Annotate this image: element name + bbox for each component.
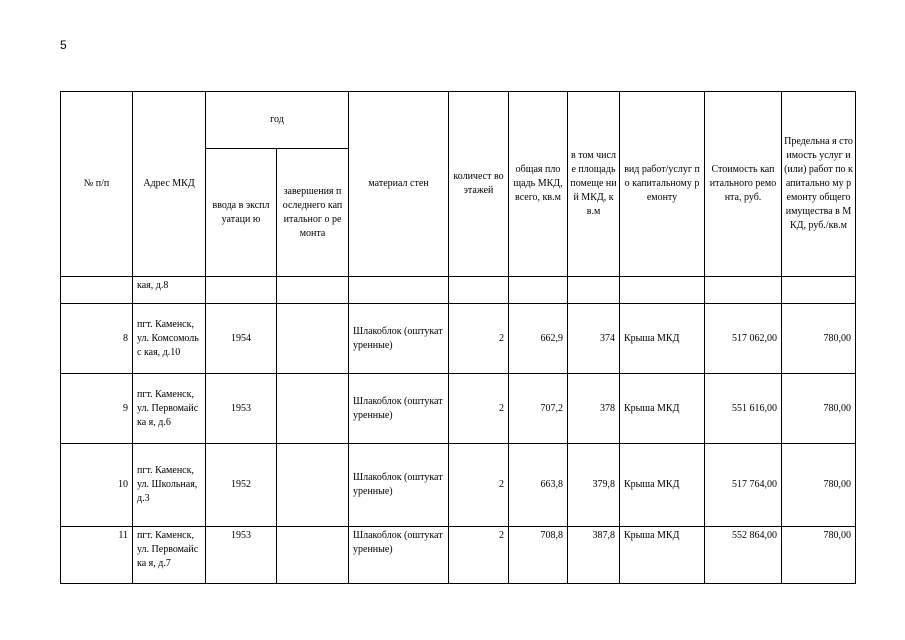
cell-cost: 551 616,00 <box>705 374 782 444</box>
cell-cost <box>705 277 782 304</box>
cell-total-area: 663,8 <box>509 444 568 527</box>
header-num: № п/п <box>61 92 133 277</box>
header-total-area: общая площадь МКД, всего, кв.м <box>509 92 568 277</box>
header-year-group: год <box>206 92 349 149</box>
cell-premises-area <box>568 277 620 304</box>
cell-year-repair <box>277 444 349 527</box>
cell-total-area: 662,9 <box>509 304 568 374</box>
cell-address: пгт. Каменск, ул. Школьная, д.3 <box>133 444 206 527</box>
cell-year-repair <box>277 527 349 584</box>
cell-num: 10 <box>61 444 133 527</box>
cell-premises-area: 379,8 <box>568 444 620 527</box>
cell-year-in: 1952 <box>206 444 277 527</box>
cell-max-cost: 780,00 <box>782 527 856 584</box>
cell-year-in: 1953 <box>206 527 277 584</box>
cell-address: пгт. Каменск, ул. Первомайска я, д.7 <box>133 527 206 584</box>
cell-year-in: 1953 <box>206 374 277 444</box>
table-row <box>61 374 856 444</box>
cell-material: Шлакоблок (оштукатуренные) <box>349 304 449 374</box>
cell-material: Шлакоблок (оштукатуренные) <box>349 527 449 584</box>
cell-premises-area: 387,8 <box>568 527 620 584</box>
header-wall-material: материал стен <box>349 92 449 277</box>
cell-num: 11 <box>61 527 133 584</box>
header-year-commissioning: ввода в эксплуатаци ю <box>206 149 277 277</box>
cell-cost: 517 764,00 <box>705 444 782 527</box>
cell-max-cost <box>782 277 856 304</box>
cell-year-repair <box>277 304 349 374</box>
cell-num <box>61 277 133 304</box>
cell-address: пгт. Каменск, ул. Комсомольс кая, д.10 <box>133 304 206 374</box>
cell-year-in <box>206 277 277 304</box>
page-number: 5 <box>60 38 67 52</box>
table-row <box>61 527 856 584</box>
cell-num: 8 <box>61 304 133 374</box>
cell-year-repair <box>277 277 349 304</box>
cell-floors: 2 <box>449 304 509 374</box>
table-row <box>61 444 856 527</box>
table-row <box>61 277 856 304</box>
header-premises-area: в том числе площадь помеще ний МКД, кв.м <box>568 92 620 277</box>
cell-year-in: 1954 <box>206 304 277 374</box>
cell-address: кая, д.8 <box>133 277 206 304</box>
header-work-type: вид работ/услуг по капитальному ремонту <box>620 92 705 277</box>
cell-address: пгт. Каменск, ул. Первомайска я, д.6 <box>133 374 206 444</box>
repair-program-table <box>60 91 856 584</box>
cell-total-area: 707,2 <box>509 374 568 444</box>
cell-cost: 517 062,00 <box>705 304 782 374</box>
cell-work: Крыша МКД <box>620 527 705 584</box>
cell-num: 9 <box>61 374 133 444</box>
cell-floors: 2 <box>449 444 509 527</box>
cell-max-cost: 780,00 <box>782 374 856 444</box>
cell-work: Крыша МКД <box>620 374 705 444</box>
cell-material <box>349 277 449 304</box>
cell-work <box>620 277 705 304</box>
header-max-cost: Предельна я стоимость услуг и (или) работ по капитально му ремонту общего имущества в МКД, руб./кв.м <box>782 92 856 277</box>
header-floors: количест во этажей <box>449 92 509 277</box>
cell-floors: 2 <box>449 374 509 444</box>
cell-floors <box>449 277 509 304</box>
table-row <box>61 304 856 374</box>
cell-max-cost: 780,00 <box>782 444 856 527</box>
cell-floors: 2 <box>449 527 509 584</box>
header-year-last-repair: завершения последнего капитальног о ремонта <box>277 149 349 277</box>
cell-cost: 552 864,00 <box>705 527 782 584</box>
cell-max-cost: 780,00 <box>782 304 856 374</box>
cell-work: Крыша МКД <box>620 304 705 374</box>
cell-material: Шлакоблок (оштукатуренные) <box>349 374 449 444</box>
cell-work: Крыша МКД <box>620 444 705 527</box>
header-cost: Стоимость капитального ремонта, руб. <box>705 92 782 277</box>
cell-premises-area: 378 <box>568 374 620 444</box>
header-address: Адрес МКД <box>133 92 206 277</box>
cell-total-area: 708,8 <box>509 527 568 584</box>
cell-total-area <box>509 277 568 304</box>
cell-premises-area: 374 <box>568 304 620 374</box>
cell-year-repair <box>277 374 349 444</box>
cell-material: Шлакоблок (оштукатуренные) <box>349 444 449 527</box>
